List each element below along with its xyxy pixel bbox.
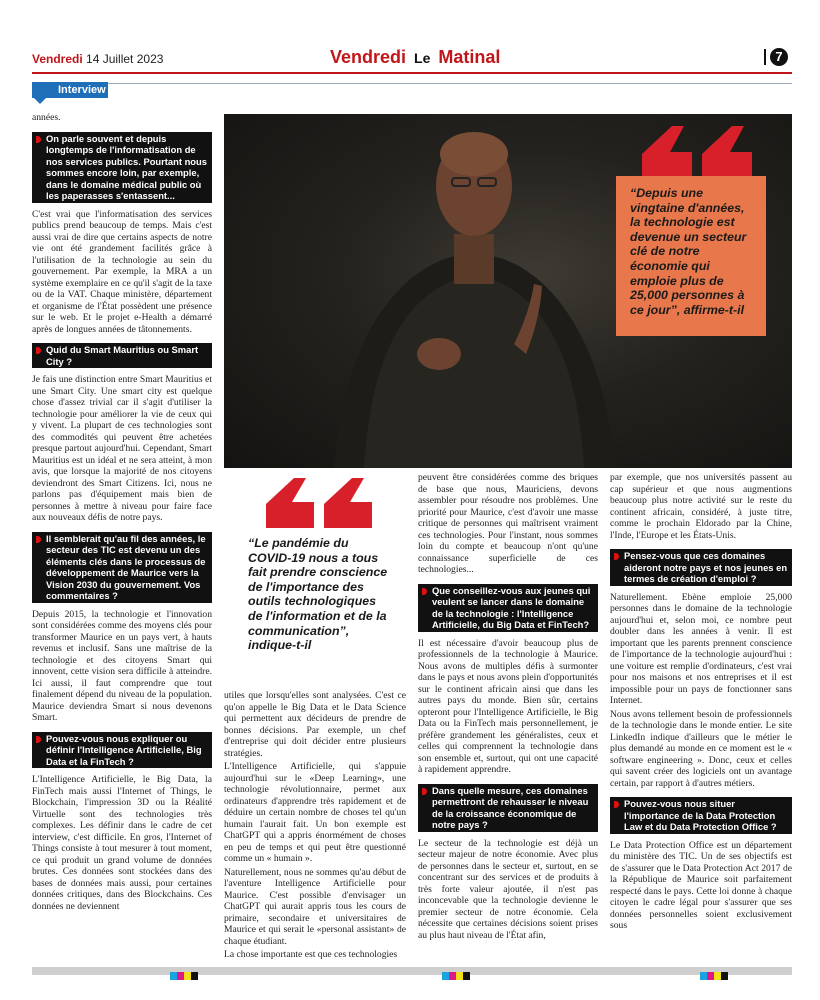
section-tag-pointer: [34, 98, 46, 104]
answer-3: Depuis 2015, la technologie et l'innovation sont considérées comme des moyens clés pour transformer Maurice en un pays vert, à hauts revenus et inclusif. Sans une maîtrise de la technologie et des citoyens Smart qui innovent, cette vision sera difficile à atteindre. Ici aussi, il faut comprendre que tout finalement dépend du niveau de la population. Maurice deviendra Smart si nous devenons Smart.: [32, 608, 212, 723]
column-3-para-1: peuvent être considérées comme des briques de base que nous, Mauriciens, devons assembler pour résoudre nos problèmes. Une priorité pour Maurice, c'est d'avoir une masse critique de personnes qui maîtrisent vraiment ces technologies. Pour l'instant, nous sommes loin du compte et beaucoup n'ont qu'une connaissance superficielle de ces technologies...: [418, 472, 598, 575]
masthead-day: Vendredi: [330, 47, 407, 67]
page-number: [764, 48, 788, 66]
answer-2: Je fais une distinction entre Smart Mauritius et une Smart City. Une smart city est quelque chose d'assez trivial car il s'agit d'utiliser la technologie pour améliorer la vie de ceux qui y vivent. La plupart de ces technologies sont des commodités qui peuvent être achetées presque partout aujourd'hui. Cependant, Smart Mauritius est un idéal et ne sera atteint, à mon avis, que lorsque la majorité de nos citoyens deviendront des Smart Citizens. Ici, nous ne parlons pas d'équipement mais bien de personnes à mettre à niveau pour faire face aux nouveaux défis de notre pays.: [32, 374, 212, 523]
answer-1: C'est vrai que l'informatisation des services publics prend beaucoup de temps. Mais c'est aussi vrai de dire que certains aspects de notre vie ont été grandement facilités grâce à l'utilisation de la technologie au sein du gouvernement. Par exemple, la MRA a un système exemplaire en ce qu'il s'agit de la taxe ou de la VAT. Chaque ministère, département et organisme de l'État possèdent une présence sur le web. Et le projet e-Health a démarré après de longues années de tâtonnements.: [32, 208, 212, 335]
question-1: On parle souvent et depuis longtemps de l'informatisation de nos services publics. Pourtant nous sommes encore loin, par exemple, dans le domaine médical public où les paperasses s'entassent...: [32, 132, 212, 203]
question-8: Pouvez-vous nous situer l'importance de la Data Protection Law et du Data Protection Office ?: [610, 797, 792, 834]
column-4-para-1: par exemple, que nos universités passent au cap supérieur et que nous augmentions beaucoup plus notre activité sur le reste du continent africain, considéré, à juste titre, comme le prochain Eldorado par la Chine, l'Inde, l'Europe et les États-Unis.: [610, 472, 792, 541]
question-7: Pensez-vous que ces domaines aideront notre pays et nos jeunes en termes de création d'emploi ?: [610, 549, 792, 586]
column-4: [610, 472, 792, 934]
pull-quote-mid: [244, 528, 394, 678]
answer-7: Naturellement. Ebène emploie 25,000 personnes dans le domaine de la technologie aujourd'hui et, selon moi, ce nombre peut doubler dans les années à venir. Il est important que les parents prennent conscience de l'importance de la technologie aujourd'hui : une voiture est remplie d'ordinateurs, c'est vrai pour nos maisons et nos entreprises et il est impossible pour un pays de fonctionner sans Internet.: [610, 591, 792, 706]
question-2: Quid du Smart Mauritius ou Smart City ?: [32, 343, 212, 368]
pull-quote-top: [616, 176, 766, 336]
answer-6: Le secteur de la technologie est déjà un secteur majeur de notre économie. Avec plus de personnes dans le secteur et, surtout, en se concentrant sur des services et de produits à très forte valeur ajoutée, il n'est pas inconcevable que la technologie devienne le premier secteur de notre économie. Cela nécessite que certaines décisions soient prises au plus haut niveau de l'État afin,: [418, 837, 598, 941]
column-3: [418, 472, 598, 943]
column-1: [32, 112, 212, 914]
masthead-le: Le: [414, 50, 431, 66]
question-5: Que conseillez-vous aux jeunes qui veulent se lancer dans le domaine de la technologie : l'Intelligence Artificielle, du Big Data et FinTech?: [418, 584, 598, 632]
column-2-para-2: L'Intelligence Artificielle, qui s'appuie aujourd'hui sur le «Deep Learning», une technologie révolutionnaire, permet aux ordinateurs d'apprendre très rapidement et de déduire un certain nombre de choses tel qu'un humain l'aurait fait. Un bon exemple est ChatGPT qui a appris énormément de choses en peu de temps et qui peut être questionné comme un « humain ».: [224, 761, 406, 864]
answer-4: L'Intelligence Artificielle, le Big Data, la FinTech mais aussi l'Internet of Things, le Blockchain, l'impression 3D ou la Réalité Virtuelle sont des technologies très complexes. Les définir dans le cadre de cet interview, c'est difficile. En gros, l'Internet of Things consiste à tout mesurer à tout moment, ce qui produit un grand volume de données brutes. Ces données sont stockées dans des bases de données mais aussi, pour certaines données critiques, dans des Blockchains. Ces données ne deviennent: [32, 774, 212, 912]
pull-quote-top-text: “Depuis une vingtaine d'années, la technologie est devenue un secteur clé de notre économie qui emploie plus de 25,000 personnes à ce jour”, affirme-t-il: [630, 186, 747, 317]
masthead: [330, 47, 500, 68]
answer-5: Il est nécessaire d'avoir beaucoup plus de professionnels de la technologie à Maurice. Nous avons de multiples défis à surmonter dans le pays et nous avons plein d'opportunités sur le continent africain ainsi que dans les autres pays du monde. Bien sûr, certains opteront pour l'Intelligence Artificielle, le Big Data ou la FinTech mais personnellement, je préfère grandement les généralistes, ceux et celles qui comprennent la technologie dans son ensemble et, surtout, qui ont une capacité à rapidement apprendre.: [418, 637, 598, 775]
masthead-title: Matinal: [438, 47, 501, 67]
page-number-badge: 7: [770, 48, 788, 66]
issue-date-text: 14 Juillet 2023: [86, 52, 164, 66]
registration-marks-center: [442, 967, 470, 975]
column-2-para-3: Naturellement, nous ne sommes qu'au début de l'aventure Intelligence Artificielle pour Maurice. C'est possible d'envisager un ChatGPT qui aurait appris tous les cours de primaire, secondaire et universitaires de Maurice et qui serait le «personal assistant» de chaque étudiant.: [224, 866, 406, 947]
registration-marks-right: [700, 967, 728, 975]
intro-end: années.: [32, 112, 61, 123]
column-2: [224, 690, 406, 963]
registration-marks-left: [170, 967, 198, 975]
quote-marks-mid-icon: [256, 478, 386, 532]
page-number-divider: [764, 49, 766, 65]
issue-day: Vendredi: [32, 52, 83, 66]
header-rule: [32, 72, 792, 74]
column-2-para-1: utiles que lorsqu'elles sont analysées. C'est ce qu'on appelle le Big Data et le Data Science qui permettent aux décideurs de prendre de bonnes décisions. Par exemple, un chef d'entreprise qui doit décider entre plusieurs stratégies.: [224, 690, 406, 759]
question-3: Il semblerait qu'au fil des années, le secteur des TIC est devenu un des éléments clés dans le processus de développement de Maurice vers la Vision 2030 du gouvernement. Vos commentaires ?: [32, 532, 212, 603]
question-4: Pouvez-vous nous expliquer ou définir l'Intelligence Artificielle, Big Data et la FinTech ?: [32, 732, 212, 769]
answer-7b: Nous avons tellement besoin de professionnels de la technologie dans le monde entier. Le site LinkedIn indique d'ailleurs que le métier le plus demandé au monde en ce moment est le « software engineering ». Donc, ceux et celles qui savent créer des logiciels ont un avantage certain, par rapport à d'autres métiers.: [610, 708, 792, 789]
quote-marks-top-icon: [632, 126, 762, 182]
answer-8: Le Data Protection Office est un département du ministère des TIC. Un de ses objectifs est de s'assurer que le Data Protection Act 2017 de la République de Maurice soit parfaitement respecté dans le pays. Cette loi donne à chaque citoyen le cadre légal pour s'assurer que ses données personnelles soient exclusivement sous: [610, 839, 792, 931]
footer-band: [32, 967, 792, 975]
issue-date: [32, 52, 163, 66]
section-rule: [32, 83, 792, 84]
column-2-para-4: La chose importante est que ces technologies: [224, 949, 398, 960]
section-tag: Interview: [32, 82, 108, 98]
pull-quote-mid-text: “Le pandémie du COVID-19 nous a tous fait prendre conscience de l'importance des outils technologiques de l'information et de la communication”, indique-t-il: [248, 536, 388, 653]
question-6: Dans quelle mesure, ces domaines permettront de rehausser le niveau de la croissance économique de notre pays ?: [418, 784, 598, 832]
